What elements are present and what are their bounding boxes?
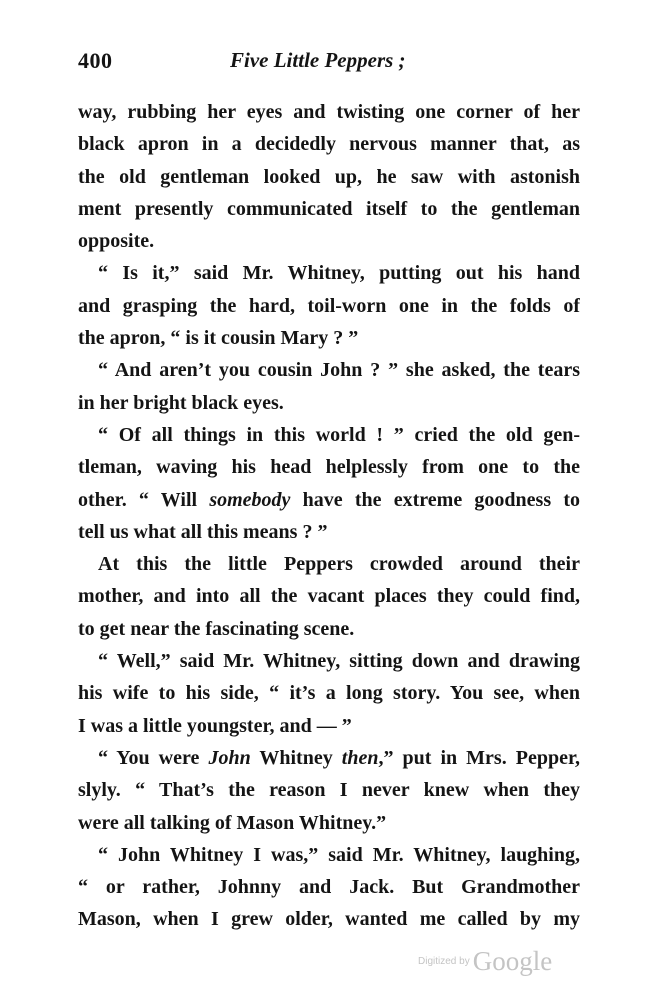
text-run: slyly. “ That’s the reason I never knew when they <box>78 779 580 802</box>
text-line <box>78 710 580 742</box>
text-run: “ Is it,” said Mr. Whitney, putting out his hand <box>98 262 580 285</box>
text-run: way, rubbing her eyes and twisting one corner of her <box>78 101 580 123</box>
text-run: At this the little Peppers crowded around their <box>98 553 580 576</box>
text-run: to get near the fascinating scene. <box>78 617 355 640</box>
text-run: “ or rather, Johnny and Jack. But Grandmother <box>78 876 580 899</box>
page-header <box>78 48 578 78</box>
text-line <box>78 290 580 322</box>
text-line <box>78 871 580 903</box>
text-line <box>78 839 580 871</box>
text-line <box>78 548 580 580</box>
text-run: in her bright black eyes. <box>78 391 284 414</box>
text-run: “ You were <box>98 746 209 769</box>
page-number: 400 <box>78 48 113 73</box>
text-run: “ And aren’t you cousin John ? ” she asked, the tears <box>98 359 580 382</box>
text-run: Whitney <box>250 746 342 769</box>
text-run: “ John Whitney I was,” said Mr. Whitney, laughing, <box>98 843 580 866</box>
text-line <box>78 257 580 289</box>
text-run: black apron in a decidedly nervous manner that, as <box>78 133 580 156</box>
italic-text-run: somebody <box>209 488 291 511</box>
text-run: ment presently communicated itself to the gentleman <box>78 197 580 220</box>
text-line <box>78 677 580 709</box>
watermark-prefix: Digitized by <box>418 956 470 967</box>
text-line <box>78 322 580 354</box>
italic-text-run: John <box>208 746 251 769</box>
text-line <box>78 193 580 225</box>
text-line <box>78 903 580 935</box>
text-line <box>78 645 580 677</box>
text-line <box>78 451 580 483</box>
text-run: opposite. <box>78 230 155 253</box>
digitized-watermark <box>418 946 552 977</box>
text-line <box>78 516 580 548</box>
text-line <box>78 419 580 451</box>
text-line <box>78 161 580 193</box>
text-line <box>78 774 580 806</box>
text-run: the apron, “ is it cousin Mary ? ” <box>78 327 359 350</box>
text-run: the old gentleman looked up, he saw with astonish <box>78 165 580 188</box>
text-line <box>78 742 580 774</box>
text-run: and grasping the hard, toil-worn one in the folds of <box>78 294 580 317</box>
text-run: ,” put in Mrs. Pepper, <box>378 746 580 769</box>
text-line <box>78 613 580 645</box>
google-logo: Google <box>472 946 553 976</box>
text-run: tleman, waving his head helplessly from one to the <box>78 456 580 479</box>
text-run: “ Of all things in this world ! ” cried the old gen- <box>98 423 580 446</box>
text-run: I was a little youngster, and — ” <box>78 714 352 737</box>
text-run: mother, and into all the vacant places they could find, <box>78 585 580 608</box>
running-title: Five Little Peppers ; <box>230 48 406 72</box>
text-run: Mason, when I grew older, wanted me called by my <box>78 908 580 931</box>
text-run: other. “ Will <box>78 488 210 511</box>
text-line <box>78 387 580 419</box>
text-line <box>78 96 580 128</box>
text-line <box>78 354 580 386</box>
body-text <box>78 96 580 936</box>
text-line <box>78 807 580 839</box>
text-line <box>78 580 580 612</box>
text-line <box>78 225 580 257</box>
text-run: tell us what all this means ? ” <box>78 520 328 543</box>
italic-text-run: then <box>341 746 379 769</box>
text-run: his wife to his side, “ it’s a long story. You see, when <box>78 682 580 705</box>
text-run: have the extreme goodness to <box>290 488 580 511</box>
text-run: “ Well,” said Mr. Whitney, sitting down and drawing <box>98 650 580 673</box>
text-line <box>78 484 580 516</box>
text-run: were all talking of Mason Whitney.” <box>78 811 387 834</box>
text-line <box>78 128 580 160</box>
